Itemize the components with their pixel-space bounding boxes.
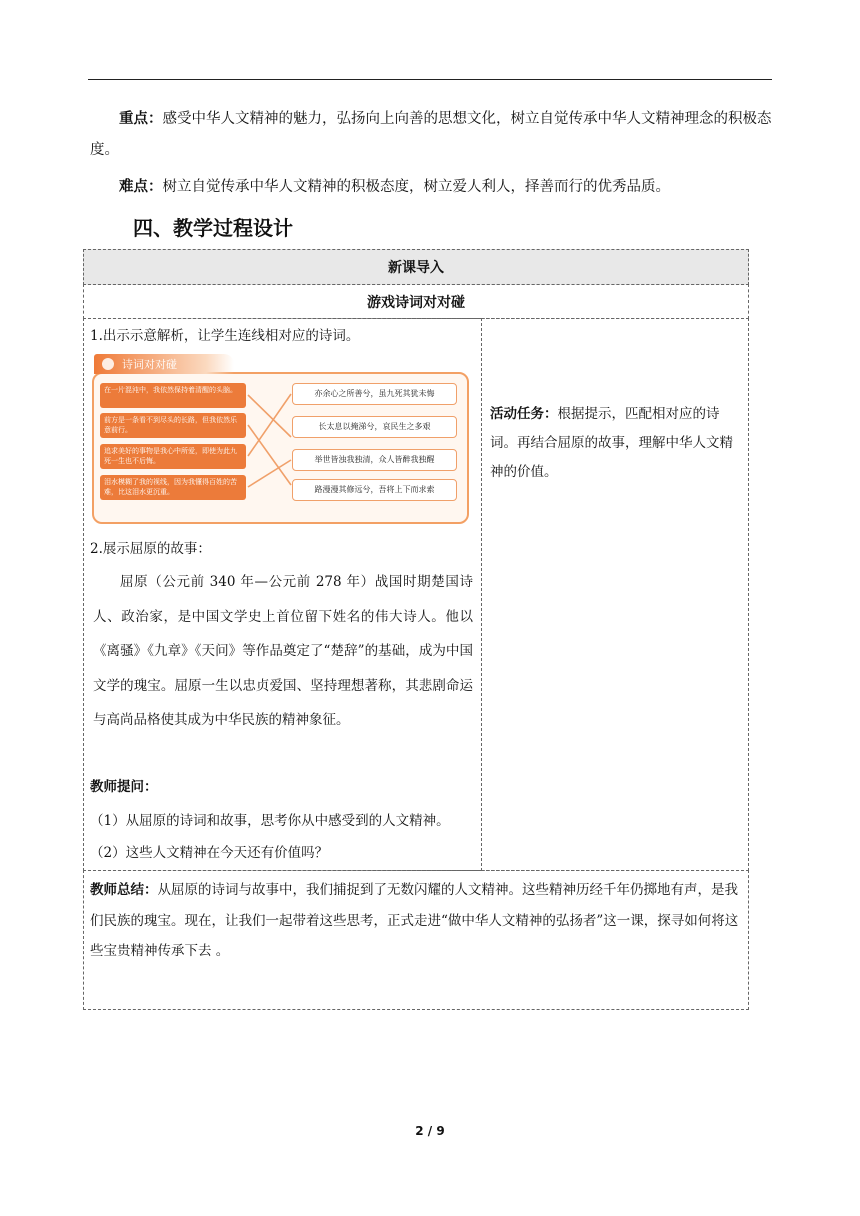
difficulty-text: 树立自觉传承中华人文精神的积极态度，树立爱人利人，择善而行的优秀品质。: [162, 179, 670, 195]
right-poem-3: 举世皆浊我独清，众人皆醉我独醒: [292, 449, 457, 471]
poem-matching-figure: [92, 352, 469, 524]
left-clue-1: 在一片混沌中，我依然保持着清醒的头脑。: [100, 383, 246, 408]
match-line-3: [248, 394, 291, 456]
right-poem-4: 路漫漫其修远兮，吾将上下而求索: [292, 479, 457, 501]
activity-task: [490, 400, 742, 487]
focus-label: 重点：: [119, 110, 163, 127]
activity-text: 根据提示，匹配相对应的诗词。再结合屈原的故事，理解中华人文精神的价值。: [490, 406, 733, 480]
left-clue-3: 追求美好的事物是我心中所爱，即使为此九死一生也不后悔。: [100, 444, 246, 469]
left-clue-4: 泪水模糊了我的视线，因为我懂得百姓的苦难，比这泪水更沉重。: [100, 475, 246, 500]
difficulty-paragraph: [90, 171, 780, 203]
step2-text: 2.展示屈原的故事：: [90, 541, 211, 557]
left-clue-2: 前方是一条看不到尽头的长路，但我依然乐意前行。: [100, 413, 246, 438]
focus-paragraph: [90, 103, 780, 166]
summary-text: 从屈原的诗词与故事中，我们捕捉到了无数闪耀的人文精神。这些精神历经千年仍掷地有声，是我们民族的瑰宝。现在，让我们一起带着这些思考，正式走进“做中华人文精神的弘扬者”这一课，探寻如何将这些宝贵精神传承下去 。: [90, 882, 739, 959]
right-poem-2: 长太息以掩涕兮，哀民生之多艰: [292, 416, 457, 438]
teacher-summary: [90, 875, 742, 967]
summary-label: 教师总结：: [90, 882, 158, 898]
page-number: 2 / 9: [415, 1124, 445, 1138]
figure-tab-label: 诗词对对碰: [122, 358, 177, 371]
activity-label: 活动任务：: [490, 406, 558, 422]
right-poem-1: 亦余心之所善兮，虽九死其犹未悔: [292, 383, 457, 405]
table-header: 新课导入: [388, 260, 444, 276]
difficulty-label: 难点：: [119, 178, 163, 195]
section-title: 四、教学过程设计: [133, 216, 293, 240]
match-line-1: [248, 395, 291, 437]
focus-text: 感受中华人文精神的魅力，弘扬向上向善的思想文化，树立自觉传承中华人文精神理念的积极态度。: [90, 111, 772, 158]
table-subheader-cell: [83, 284, 749, 319]
quyuan-story: 屈原（公元前 340 年—公元前 278 年）战国时期楚国诗人、政治家，是中国文学史上首位留下姓名的伟大诗人。他以《离骚》《九章》《天问》等作品奠定了“楚辞”的基础，成为中国文学的瑰宝。屈原一生以忠贞爱国、坚持理想著称，其悲剧命运与高尚品格使其成为中华民族的精神象征。: [93, 574, 473, 728]
table-header-cell: [83, 249, 749, 285]
header-rule: [88, 79, 772, 80]
match-line-2: [248, 425, 291, 485]
question-2: （2）这些人文精神在今天还有价值吗？: [90, 845, 329, 861]
teacher-question-label: 教师提问：: [90, 779, 158, 795]
match-line-4: [248, 460, 291, 487]
table-subheader: 游戏诗词对对碰: [367, 295, 465, 311]
step1-text: 1.出示示意解析，让学生连线相对应的诗词。: [90, 328, 360, 344]
question-1: （1）从屈原的诗词和故事，思考你从中感受到的人文精神。: [90, 813, 450, 829]
